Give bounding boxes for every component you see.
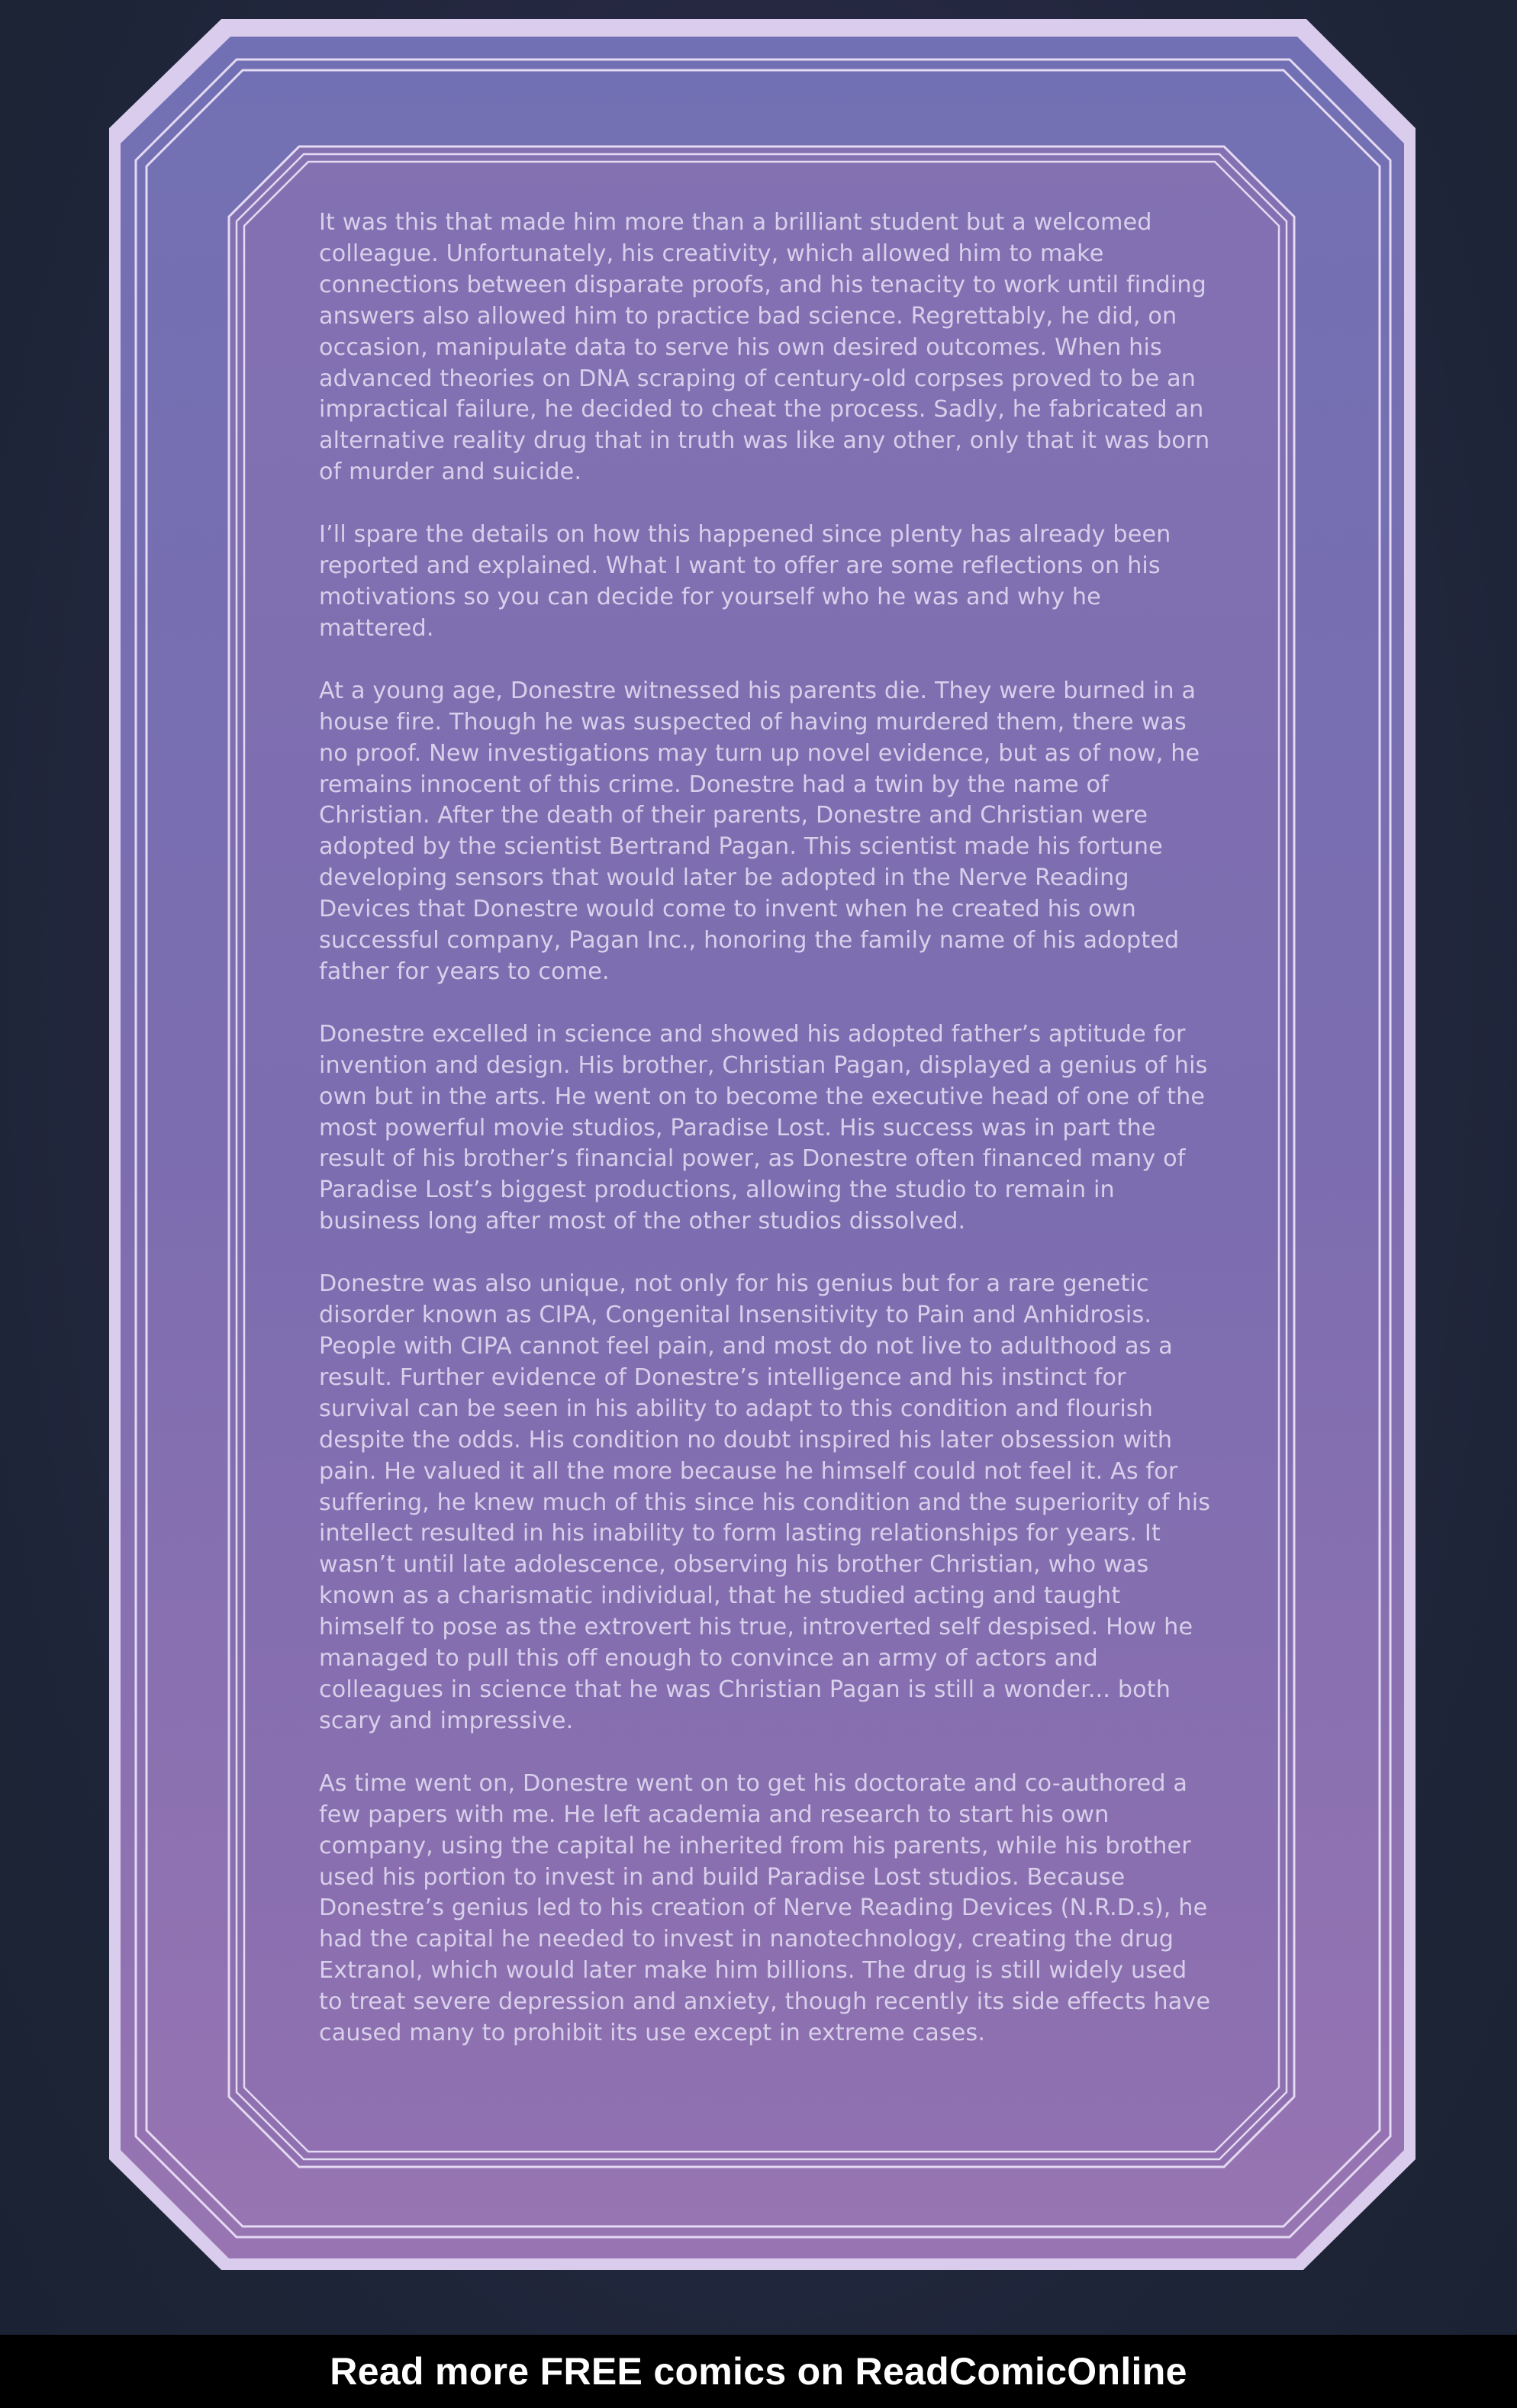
paragraph-3: At a young age, Donestre witnessed his parents die. They were burned in a house fire. Though he was suspected of having murdered them, there was no proof. New investigations may turn up novel evidence, but as of now, he remains innocent of this crime. Donestre had a twin by the name of Christian. After the death of their parents, Donestre and Christian were adopted by the scientist Bertrand Pagan. This scientist made his fortune developing sensors that would later be adopted in the Nerve Reading Devices that Donestre would come to invent when he created his own successful company, Pagan Inc., honoring the family name of his adopted father for years to come. <box>319 677 1200 985</box>
paragraph-5: Donestre was also unique, not only for his genius but for a rare genetic disorder known as CIPA, Congenital Insensitivity to Pain and Anhidrosis. People with CIPA cannot feel pain, and most do not live to adulthood as a result. Further evidence of Donestre’s intelligence and his instinct for survival can be seen in his ability to adapt to this condition and flourish despite the odds. His condition no doubt inspired his later obsession with pain. He valued it all the more because he himself could not feel it. As for suffering, he knew much of this since his condition and the superiority of his intellect resulted in his inability to form lasting relationships for years. It wasn’t until late adolescence, observing his brother Christian, who was known as a charismatic individual, that he studied acting and taught himself to pose as the extrovert his true, introverted self despised. How he managed to pull this off enough to convince an army of actors and colleagues in science that he was Christian Pagan is still a wonder... both scary and impressive. <box>319 1270 1211 1734</box>
footer-link-text[interactable]: Read more FREE comics on ReadComicOnline <box>330 2350 1187 2393</box>
paragraph-4: Donestre excelled in science and showed his adopted father’s aptitude for invention and design. His brother, Christian Pagan, displayed a genius of his own but in the arts. He went on to become the executive head of one of the most powerful movie studios, Paradise Lost. His success was in part the result of his brother’s financial power, as Donestre often financed many of Paradise Lost’s biggest productions, allowing the studio to remain in business long after most of the other studios dissolved. <box>319 1020 1208 1235</box>
footer-banner[interactable] <box>0 2335 1517 2408</box>
paragraph-1: It was this that made him more than a brilliant student but a welcomed colleague. Unfortunately, his creativity, which allowed him to make connections between disparate proofs, and his tenacity to work until finding answers also allowed him to practice bad science. Regrettably, he did, on occasion, manipulate data to serve his own desired outcomes. When his advanced theories on DNA scraping of century-old corpses proved to be an impractical failure, he decided to cheat the process. Sadly, he fabricated an alternative reality drug that in truth was like any other, only that it was born of murder and suicide. <box>319 209 1210 486</box>
article-text <box>319 208 1212 2115</box>
paragraph-6: As time went on, Donestre went on to get his doctorate and co-authored a few papers with me. He left academia and research to start his own company, using the capital he inherited from his parents, while his brother used his portion to invest in and build Paradise Lost studios. Because Donestre’s genius led to his creation of Nerve Reading Devices (N.R.D.s), he had the capital he needed to invest in nanotechnology, creating the drug Extranol, which would later make him billions. The drug is still widely used to treat severe depression and anxiety, though recently its side effects have caused many to prohibit its use except in extreme cases. <box>319 1769 1211 2047</box>
paragraph-2: I’ll spare the details on how this happened since plenty has already been reported and explained. What I want to offer are some reflections on his motivations so you can decide for yourself who he was and why he mattered. <box>319 521 1171 642</box>
